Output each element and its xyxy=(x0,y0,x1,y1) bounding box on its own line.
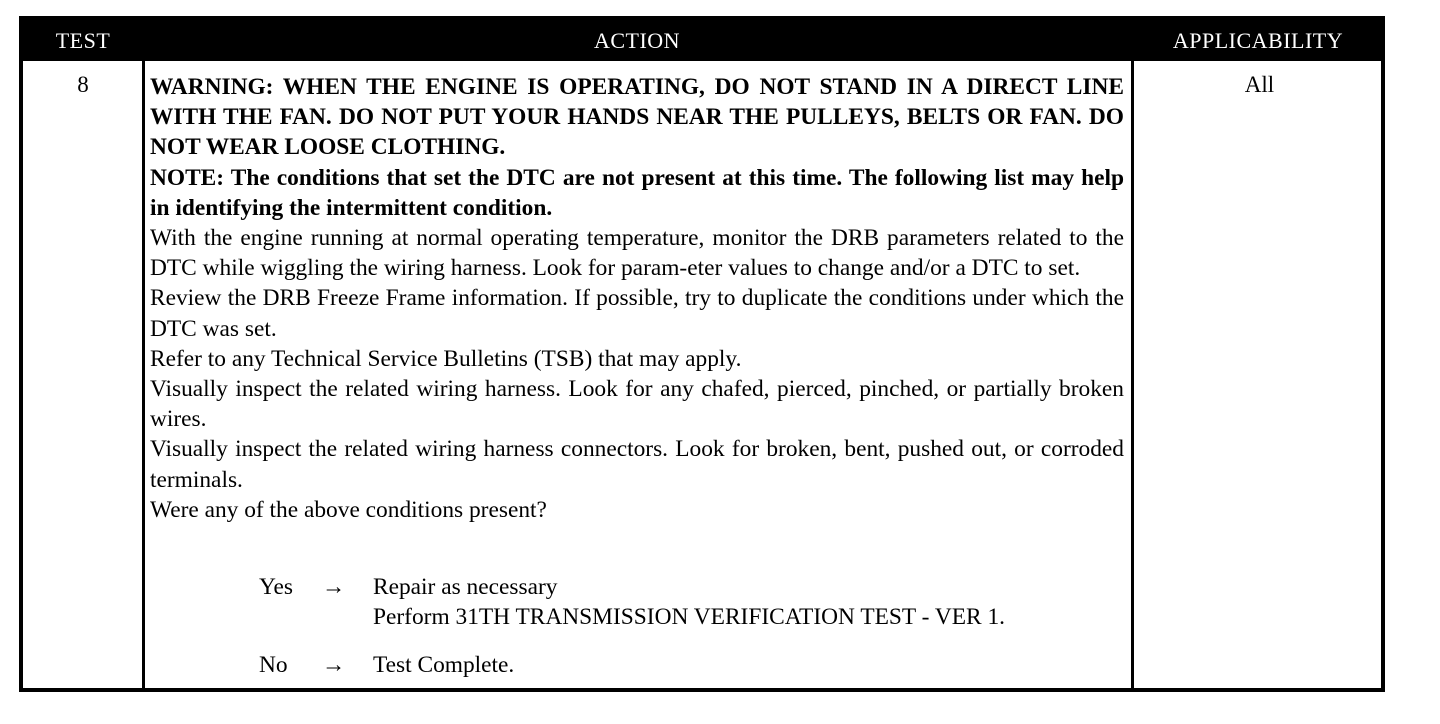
yes-label: Yes xyxy=(259,574,294,600)
diagnostic-table xyxy=(19,16,1385,692)
right-arrow-icon: → xyxy=(322,652,346,678)
header-action: ACTION xyxy=(593,28,681,53)
note-text: NOTE: The conditions that set the DTC are not present at this time. The following list may help in identifying the intermittent condition. xyxy=(150,164,1124,221)
no-action-line1: Test Complete. xyxy=(373,652,515,678)
answers-block xyxy=(150,572,1124,680)
instruction-paragraph: Visually inspect the related wiring harness. Look for any chafed, pierced, pinched, or partially broken wires. xyxy=(150,376,1124,433)
applicability-value: All xyxy=(1244,72,1275,97)
instruction-paragraph: Visually inspect the related wiring harness connectors. Look for broken, bent, pushed out, or corroded terminals. xyxy=(150,436,1124,493)
no-label: No xyxy=(259,652,288,678)
header-applicability: APPLICABILITY xyxy=(1172,28,1344,53)
right-arrow-icon: → xyxy=(322,574,346,600)
warning-text: WARNING: WHEN THE ENGINE IS OPERATING, DO NOT STAND IN A DIRECT LINE WITH THE FAN. DO NOT PUT YOUR HANDS NEAR THE PULLEYS, BELTS OR FAN. DO NOT WEAR LOOSE CLOTHING. xyxy=(150,74,1124,161)
answer-yes-continuation xyxy=(150,602,1124,632)
answer-yes xyxy=(150,572,1124,602)
yes-action-line1: Repair as necessary xyxy=(373,574,558,600)
yes-action-line2: Perform 31TH TRANSMISSION VERIFICATION TEST - VER 1. xyxy=(373,604,1006,630)
instruction-paragraph: With the engine running at normal operating temperature, monitor the DRB parameters related to the DTC while wiggling the wiring harness. Look for param-eter values to change and/or a DTC to set. xyxy=(150,225,1124,282)
test-number: 8 xyxy=(77,72,89,97)
instruction-paragraph: Review the DRB Freeze Frame information. If possible, try to duplicate the conditions under which the DTC was set. xyxy=(150,285,1124,342)
table-header xyxy=(23,20,1381,61)
question-text: Were any of the above conditions present? xyxy=(150,496,547,523)
answer-no xyxy=(150,650,1124,680)
action-cell xyxy=(150,72,1124,525)
column-divider xyxy=(1131,61,1134,688)
instruction-paragraph: Refer to any Technical Service Bulletins (TSB) that may apply. xyxy=(150,345,742,372)
column-divider xyxy=(142,61,145,688)
header-test: TEST xyxy=(55,28,111,53)
